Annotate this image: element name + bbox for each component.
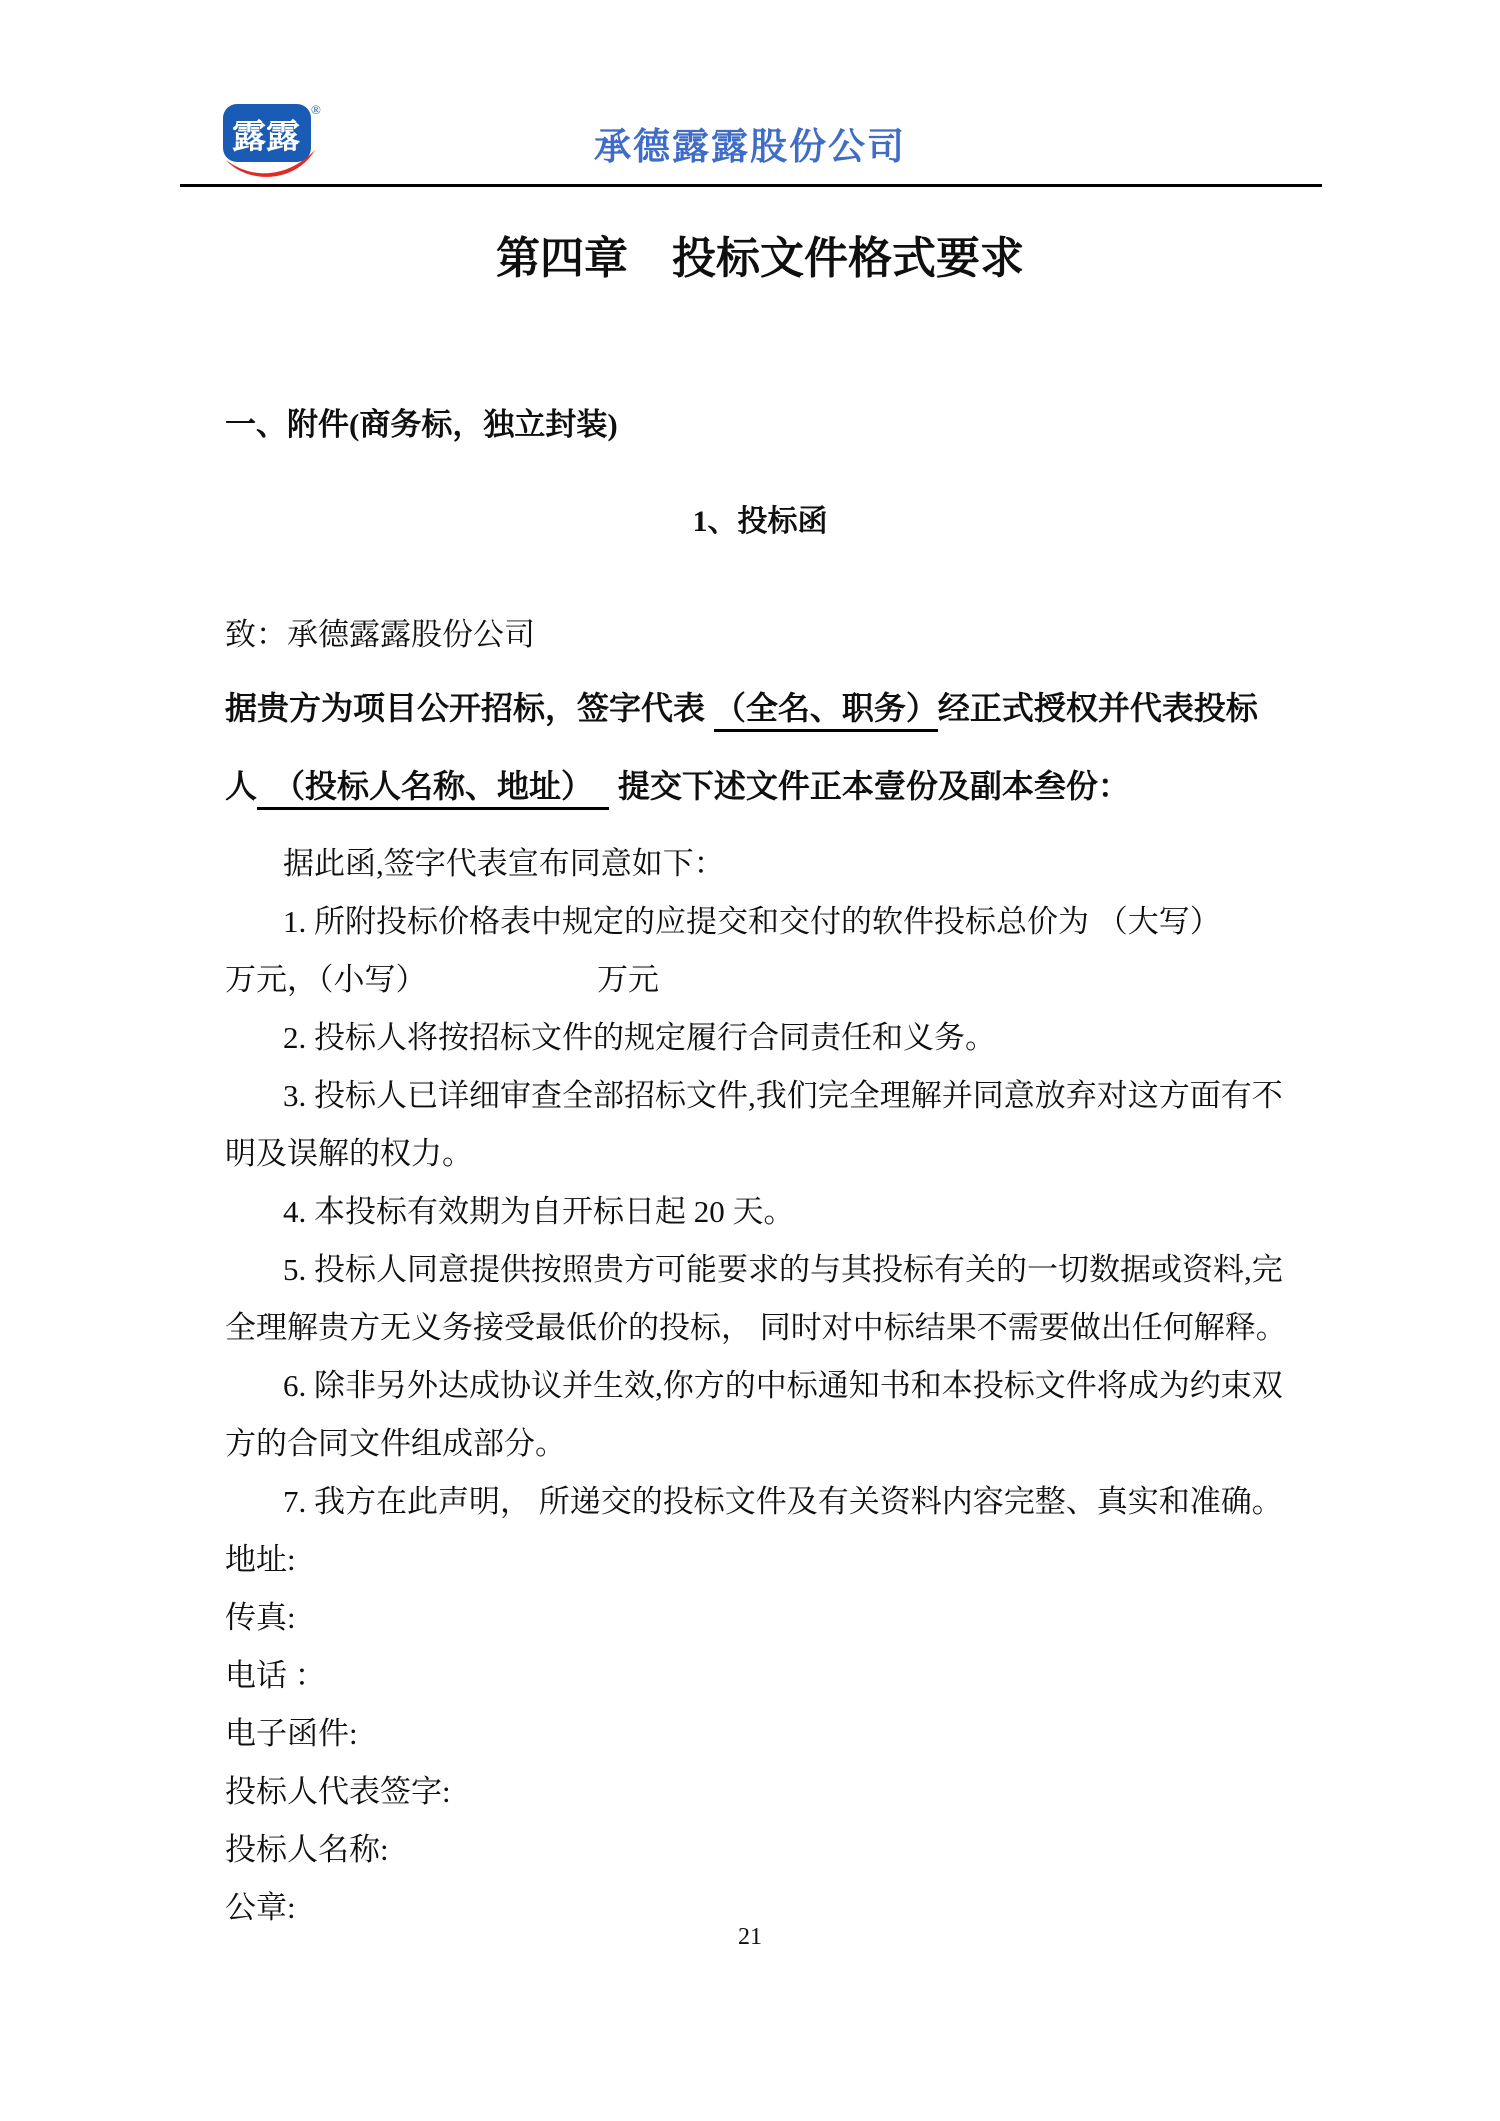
- authorization-line-1: [225, 687, 1295, 729]
- auth-line2-blank-underlined: （投标人名称、地址）: [257, 768, 609, 810]
- lulu-logo: [222, 100, 322, 186]
- body-line: [225, 1241, 1295, 1299]
- salutation-line: 致：承德露露股份公司: [225, 617, 535, 652]
- body-line-text: 据此函,签字代表宣布同意如下：: [283, 846, 725, 881]
- auth-line1-pre: 据贵方为项目公开招标，签字代表: [225, 690, 714, 726]
- form-subtitle: 1、投标函: [692, 505, 828, 538]
- body-line-text: 万元，（小写） 万元: [225, 962, 659, 997]
- body-line: [225, 951, 1295, 1009]
- body-line: [225, 1299, 1295, 1357]
- auth-line1-blank-underlined: （全名、职务）: [714, 690, 938, 732]
- body-line-text: 3. 投标人已详细审查全部招标文件,我们完全理解并同意放弃对这方面有不: [283, 1078, 1283, 1113]
- body-line: [225, 1705, 1295, 1763]
- body-line: [225, 835, 1295, 893]
- body-line: [225, 1531, 1295, 1589]
- body-line: [225, 893, 1295, 951]
- chapter-title: 第四章 投标文件格式要求: [496, 234, 1024, 283]
- body-line: [225, 1067, 1295, 1125]
- lulu-logo-icon: [222, 100, 322, 186]
- body-line-text: 投标人代表签字:: [225, 1774, 451, 1809]
- body-line: [225, 1821, 1295, 1879]
- authorization-line-2: [225, 765, 1295, 807]
- body-line-text: 4. 本投标有效期为自开标日起 20 天。: [283, 1194, 795, 1229]
- body-line-text: 电话 ：: [225, 1658, 326, 1693]
- body-line-text: 投标人名称:: [225, 1832, 389, 1867]
- body-line-text: 方的合同文件组成部分。: [225, 1426, 566, 1461]
- body-text: [225, 835, 1295, 1937]
- body-line-text: 公章:: [225, 1890, 296, 1925]
- auth-line2-pre: 人: [225, 768, 258, 804]
- body-line-text: 6. 除非另外达成协议并生效,你方的中标通知书和本投标文件将成为约束双: [283, 1368, 1283, 1403]
- auth-line2-post: 提交下述文件正本壹份及副本叁份：: [609, 768, 1130, 804]
- body-line-text: 7. 我方在此声明， 所递交的投标文件及有关资料内容完整、真实和准确。: [283, 1484, 1283, 1519]
- body-line-text: 传真:: [225, 1600, 296, 1635]
- auth-line1-post: 经正式授权并代表投标: [937, 690, 1258, 726]
- body-line-text: 地址:: [225, 1542, 296, 1577]
- body-line: [225, 1125, 1295, 1183]
- section-heading: 一、附件(商务标，独立封装): [225, 407, 618, 442]
- company-name: 承德露露股份公司: [594, 126, 906, 167]
- body-line-text: 1. 所附投标价格表中规定的应提交和交付的软件投标总价为 （大写）: [283, 904, 1221, 939]
- body-line-text: 电子函件:: [225, 1716, 358, 1751]
- page-number: 21: [738, 1924, 762, 1950]
- body-line: [225, 1763, 1295, 1821]
- body-line: [225, 1473, 1295, 1531]
- body-line: [225, 1589, 1295, 1647]
- body-line-text: 明及误解的权力。: [225, 1136, 473, 1171]
- registered-trademark-icon: ®: [311, 102, 321, 117]
- body-line-text: 全理解贵方无义务接受最低价的投标， 同时对中标结果不需要做出任何解释。: [225, 1310, 1287, 1345]
- document-body: [225, 233, 1295, 1937]
- body-line: [225, 1647, 1295, 1705]
- body-line-text: 2. 投标人将按招标文件的规定履行合同责任和义务。: [283, 1020, 996, 1055]
- body-line: [225, 1415, 1295, 1473]
- header-divider: [180, 184, 1322, 187]
- body-line: [225, 1009, 1295, 1067]
- body-line: [225, 1357, 1295, 1415]
- body-line: [225, 1183, 1295, 1241]
- logo-characters: 露露: [232, 119, 300, 156]
- page-header: [0, 0, 1500, 187]
- body-line-text: 5. 投标人同意提供按照贵方可能要求的与其投标有关的一切数据或资料,完: [283, 1252, 1283, 1287]
